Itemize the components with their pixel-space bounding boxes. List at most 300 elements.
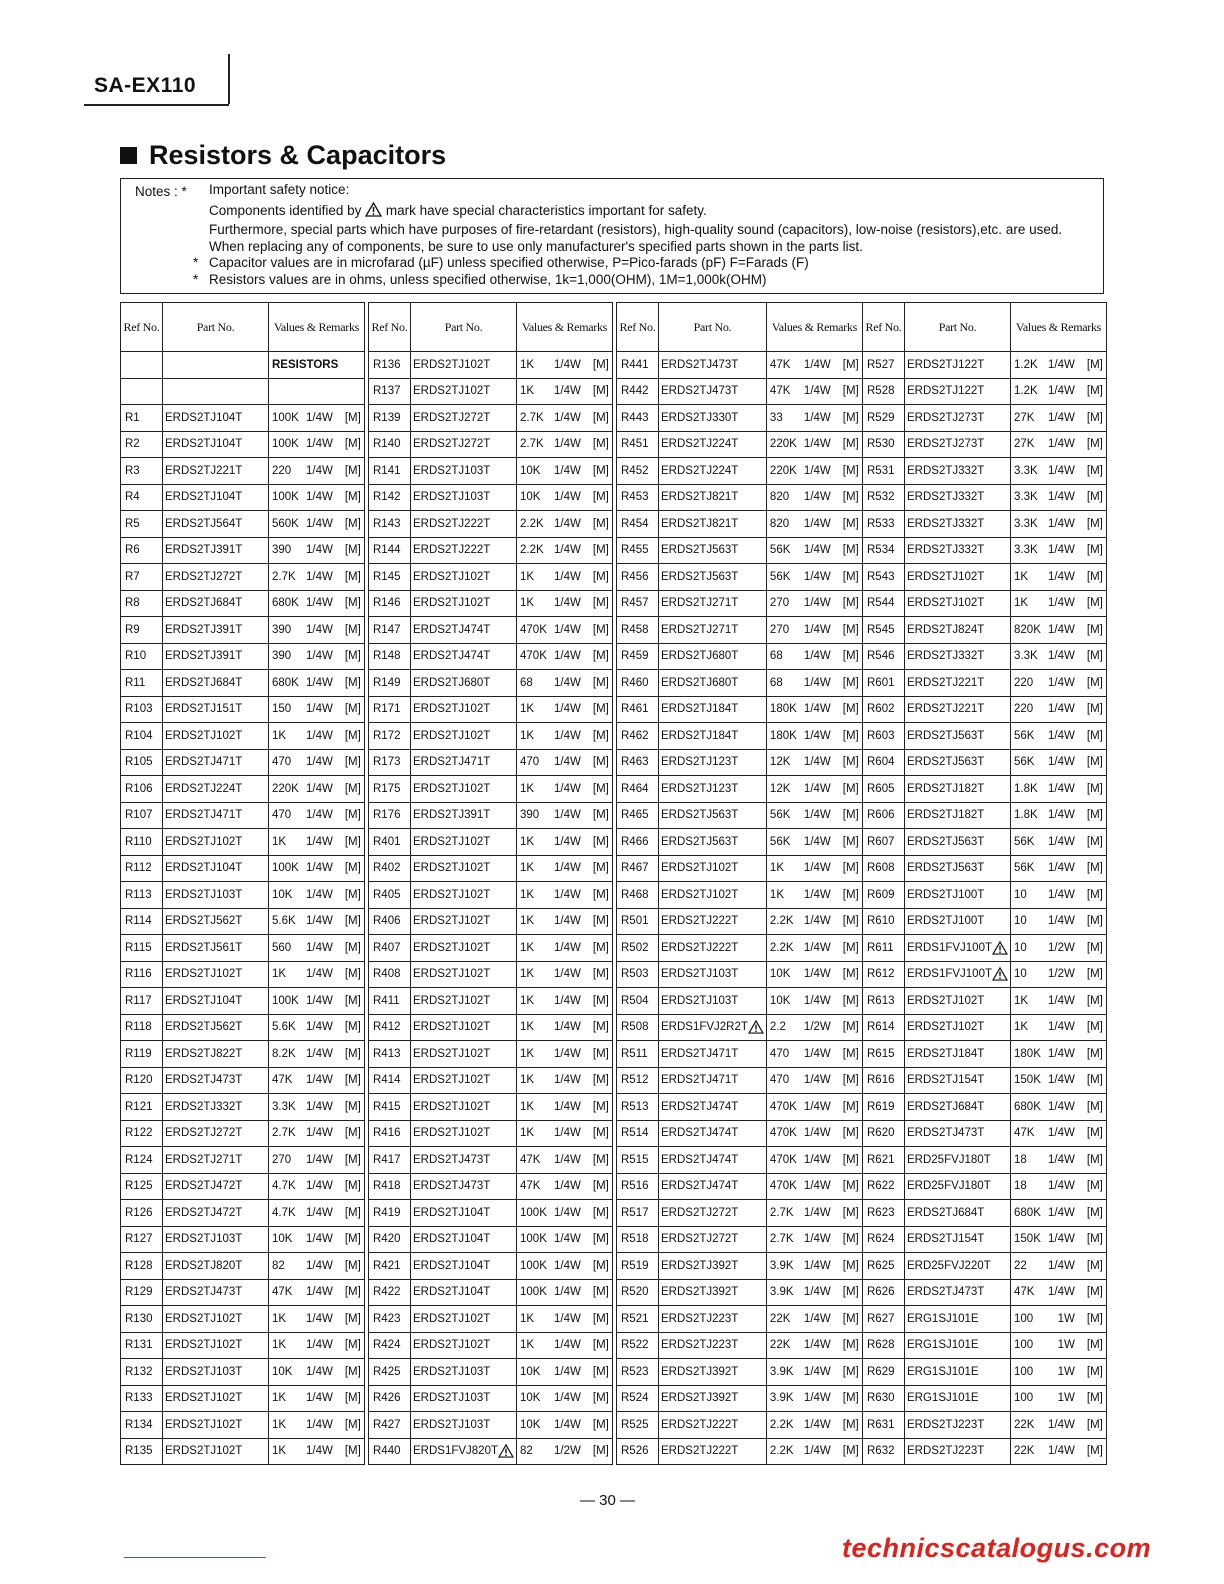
remark: [M] xyxy=(842,544,859,557)
values-remarks xyxy=(766,590,862,617)
value: 2.2K xyxy=(769,915,794,928)
wattage: 1/4W xyxy=(306,1233,333,1246)
wattage: 1/4W xyxy=(1048,1127,1075,1140)
table-row xyxy=(617,1041,863,1068)
table-row xyxy=(121,829,365,856)
remark: [M] xyxy=(592,1418,609,1431)
wattage: 1/4W xyxy=(554,1233,581,1246)
values-remarks xyxy=(766,431,862,458)
remark: [M] xyxy=(1086,888,1103,901)
part-no-text: ERD25FVJ180T xyxy=(907,1153,991,1166)
wattage: 1/4W xyxy=(306,623,333,636)
values-remarks xyxy=(1011,1332,1107,1359)
notes-star-2: * xyxy=(193,272,199,287)
remark: [M] xyxy=(592,1153,609,1166)
part-no xyxy=(411,1279,517,1306)
table-row xyxy=(369,1412,613,1439)
remark: [M] xyxy=(842,703,859,716)
values-remarks xyxy=(269,1306,365,1333)
ref-no: R132 xyxy=(121,1359,163,1386)
part-no-text: ERDS2TJ273T xyxy=(907,438,985,451)
remark: [M] xyxy=(1086,1392,1103,1405)
part-no xyxy=(411,749,517,776)
values-remarks xyxy=(766,643,862,670)
ref-no: R103 xyxy=(121,696,163,723)
ref-no: R136 xyxy=(369,352,411,379)
wattage: 1/4W xyxy=(554,809,581,822)
wattage: 1/4W xyxy=(803,1206,831,1219)
ref-no: R467 xyxy=(617,855,659,882)
remark: [M] xyxy=(1086,809,1103,822)
value: 470K xyxy=(520,650,547,663)
model-divider-vertical xyxy=(228,54,230,104)
table-row xyxy=(369,1438,613,1465)
remark: [M] xyxy=(842,1259,859,1272)
ref-no: R630 xyxy=(863,1385,905,1412)
value: 1K xyxy=(520,1074,535,1087)
remark: [M] xyxy=(1086,1127,1103,1140)
wattage: 1/4W xyxy=(1048,491,1075,504)
part-no-text: ERDS2TJ104T xyxy=(165,994,243,1007)
table-row xyxy=(369,352,613,379)
values-remarks xyxy=(517,1120,613,1147)
remark: [M] xyxy=(592,570,609,583)
part-no-text: ERDS2TJ332T xyxy=(907,544,985,557)
value: 10K xyxy=(520,491,541,504)
remark: [M] xyxy=(842,915,859,928)
value: 1K xyxy=(520,385,535,398)
ref-no: R623 xyxy=(863,1200,905,1227)
table-row xyxy=(617,484,863,511)
remark: [M] xyxy=(842,994,859,1007)
remark: [M] xyxy=(842,729,859,742)
part-no-text: ERDS2TJ102T xyxy=(413,570,491,583)
remark: [M] xyxy=(592,756,609,769)
part-no xyxy=(163,1412,269,1439)
wattage: 1/4W xyxy=(306,1286,333,1299)
part-no xyxy=(163,776,269,803)
part-no-text: ERDS2TJ473T xyxy=(907,1127,985,1140)
values-remarks xyxy=(1011,1306,1107,1333)
footer-line xyxy=(124,1557,266,1558)
remark: [M] xyxy=(344,994,361,1007)
values-remarks xyxy=(766,723,862,750)
table-row xyxy=(121,1253,365,1280)
part-no xyxy=(163,855,269,882)
ref-no: R130 xyxy=(121,1306,163,1333)
remark: [M] xyxy=(592,1445,609,1458)
remark: [M] xyxy=(1086,941,1103,954)
wattage: 1/4W xyxy=(1048,809,1075,822)
ref-no: R176 xyxy=(369,802,411,829)
table-row xyxy=(617,378,863,405)
ref-no: R406 xyxy=(369,908,411,935)
part-no-text: ERDS2TJ103T xyxy=(413,1418,491,1431)
wattage: 1/4W xyxy=(306,1180,333,1193)
part-no xyxy=(659,1385,767,1412)
part-no-text: ERDS2TJ104T xyxy=(165,438,243,451)
table-row xyxy=(863,1438,1107,1465)
part-no-text: ERDS2TJ563T xyxy=(907,756,985,769)
remark: [M] xyxy=(592,491,609,504)
part-no-text: ERDS2TJ473T xyxy=(165,1286,243,1299)
part-no-text: ERDS2TJ102T xyxy=(165,835,243,848)
part-no xyxy=(163,511,269,538)
remark: [M] xyxy=(344,1206,361,1219)
table-row xyxy=(863,882,1107,909)
table-row xyxy=(369,1041,613,1068)
remark: [M] xyxy=(1086,1074,1103,1087)
table-row xyxy=(617,1200,863,1227)
value: 47K xyxy=(272,1286,293,1299)
notes-box xyxy=(120,178,1104,294)
part-no-text: ERDS2TJ684T xyxy=(907,1100,985,1113)
remark: [M] xyxy=(344,544,361,557)
value: 47K xyxy=(769,358,791,371)
part-no-text: ERDS2TJ563T xyxy=(661,570,739,583)
part-no-text: ERDS2TJ391T xyxy=(165,544,243,557)
part-no-text: ERDS2TJ103T xyxy=(661,994,739,1007)
remark: [M] xyxy=(344,1418,361,1431)
part-no xyxy=(411,1385,517,1412)
value: 10K xyxy=(769,994,791,1007)
part-no xyxy=(163,1226,269,1253)
value: 47K xyxy=(272,1074,293,1087)
part-no-text: ERDS2TJ272T xyxy=(165,1127,243,1140)
value: 100K xyxy=(272,862,299,875)
remark: [M] xyxy=(344,491,361,504)
value: 2.7K xyxy=(272,1127,296,1140)
table-row xyxy=(369,882,613,909)
remark: [M] xyxy=(344,782,361,795)
wattage: 1/4W xyxy=(1048,544,1075,557)
values-remarks xyxy=(766,1200,862,1227)
part-no-text: ERDS2TJ474T xyxy=(661,1153,739,1166)
values-remarks xyxy=(517,908,613,935)
wattage: 1/4W xyxy=(1048,438,1075,451)
table-row xyxy=(863,564,1107,591)
values-remarks xyxy=(766,882,862,909)
wattage: 1/4W xyxy=(306,1365,333,1378)
remark: [M] xyxy=(1086,411,1103,424)
part-no-text: ERDS2TJ102T xyxy=(907,597,985,610)
wattage: 1/4W xyxy=(1048,862,1075,875)
remark: [M] xyxy=(592,517,609,530)
ref-no: R451 xyxy=(617,431,659,458)
table-row xyxy=(617,643,863,670)
part-no xyxy=(163,352,269,379)
table-row xyxy=(369,961,613,988)
table-row xyxy=(369,696,613,723)
ref-no: R604 xyxy=(863,749,905,776)
remark: [M] xyxy=(344,597,361,610)
wattage: 1/4W xyxy=(306,544,333,557)
part-no xyxy=(163,1173,269,1200)
remark: [M] xyxy=(842,1180,859,1193)
remark: [M] xyxy=(592,994,609,1007)
ref-no: R502 xyxy=(617,935,659,962)
part-no xyxy=(905,484,1011,511)
value: 180K xyxy=(769,729,797,742)
wattage: 1/4W xyxy=(803,1392,831,1405)
values-remarks xyxy=(766,1438,862,1465)
values-remarks xyxy=(269,1120,365,1147)
wattage: 1/4W xyxy=(306,411,333,424)
part-no xyxy=(163,1041,269,1068)
part-no xyxy=(905,1120,1011,1147)
values-remarks xyxy=(766,1306,862,1333)
value: 1K xyxy=(520,1127,535,1140)
part-no xyxy=(659,670,767,697)
part-no-text: ERDS2TJ472T xyxy=(165,1180,243,1193)
values-remarks xyxy=(1011,961,1107,988)
part-no xyxy=(905,1094,1011,1121)
values-remarks xyxy=(1011,1412,1107,1439)
part-no-text: ERDS2TJ474T xyxy=(661,1180,739,1193)
ref-no: R411 xyxy=(369,988,411,1015)
part-no xyxy=(659,1359,767,1386)
ref-no: R526 xyxy=(617,1438,659,1465)
values-remarks xyxy=(766,1253,862,1280)
wattage: 1/4W xyxy=(554,1021,581,1034)
value: 4.7K xyxy=(272,1180,296,1193)
wattage: 1/4W xyxy=(306,835,333,848)
remark: [M] xyxy=(1086,623,1103,636)
wattage: 1/4W xyxy=(803,1259,831,1272)
ref-no: R628 xyxy=(863,1332,905,1359)
values-remarks xyxy=(269,378,365,405)
part-no-text: ERDS2TJ102T xyxy=(413,994,491,1007)
values-remarks xyxy=(766,855,862,882)
table-row xyxy=(121,643,365,670)
ref-no: R629 xyxy=(863,1359,905,1386)
part-no-text: ERDS2TJ100T xyxy=(907,888,985,901)
wattage: 1/4W xyxy=(306,1153,333,1166)
part-no-text: ERDS2TJ562T xyxy=(165,915,243,928)
table-row xyxy=(369,776,613,803)
value: 680K xyxy=(272,676,299,689)
remark: [M] xyxy=(344,888,361,901)
table-row xyxy=(863,1173,1107,1200)
part-no xyxy=(163,882,269,909)
values-remarks xyxy=(269,643,365,670)
table-row xyxy=(369,484,613,511)
part-no xyxy=(659,855,767,882)
table-row xyxy=(121,1279,365,1306)
values-remarks xyxy=(766,1041,862,1068)
notes-line-2 xyxy=(209,202,707,218)
ref-no: R457 xyxy=(617,590,659,617)
remark: [M] xyxy=(592,782,609,795)
table-row xyxy=(617,723,863,750)
values-remarks xyxy=(1011,749,1107,776)
remark: [M] xyxy=(592,809,609,822)
table-row xyxy=(863,829,1107,856)
remark: [M] xyxy=(1086,1233,1103,1246)
wattage: 1/4W xyxy=(554,862,581,875)
table-row xyxy=(121,1120,365,1147)
values-remarks xyxy=(1011,484,1107,511)
part-no-text: ERDS2TJ821T xyxy=(661,491,739,504)
part-no-text: ERDS2TJ391T xyxy=(165,650,243,663)
remark: [M] xyxy=(344,1021,361,1034)
value: 10K xyxy=(520,464,541,477)
ref-no: R420 xyxy=(369,1226,411,1253)
wattage: 1/4W xyxy=(803,1365,831,1378)
value: 2.2 xyxy=(769,1021,786,1034)
wattage: 1/4W xyxy=(1048,358,1075,371)
wattage: 1/4W xyxy=(803,1312,831,1325)
value: 10 xyxy=(1014,915,1027,928)
part-no-text: ERDS2TJ564T xyxy=(165,517,243,530)
value: 100K xyxy=(272,438,299,451)
value: 1K xyxy=(520,1100,535,1113)
remark: [M] xyxy=(592,464,609,477)
part-no xyxy=(905,1306,1011,1333)
part-no-text: ERDS2TJ102T xyxy=(413,915,491,928)
value: 390 xyxy=(272,623,292,636)
part-no-text: ERDS2TJ221T xyxy=(907,676,985,689)
part-no-text: ERDS2TJ104T xyxy=(165,862,243,875)
ref-no: R126 xyxy=(121,1200,163,1227)
value: 10K xyxy=(272,1233,293,1246)
value: 3.9K xyxy=(769,1259,794,1272)
wattage: 1/4W xyxy=(554,517,581,530)
part-no-text: ERG1SJ101E xyxy=(907,1365,979,1378)
part-no-text: ERG1SJ101E xyxy=(907,1339,979,1352)
wattage: 1/4W xyxy=(1048,756,1075,769)
value: 680K xyxy=(272,597,299,610)
wattage: 1/4W xyxy=(554,1180,581,1193)
value: 2.7K xyxy=(520,438,544,451)
value: 220 xyxy=(272,464,292,477)
values-remarks xyxy=(269,1041,365,1068)
table-row xyxy=(863,1200,1107,1227)
part-no-text: ERDS2TJ272T xyxy=(413,438,491,451)
part-no xyxy=(905,908,1011,935)
remark: [M] xyxy=(344,835,361,848)
part-no xyxy=(659,617,767,644)
values-remarks xyxy=(269,617,365,644)
value: 1.8K xyxy=(1014,782,1038,795)
remark: [M] xyxy=(1086,676,1103,689)
wattage: 1/4W xyxy=(554,888,581,901)
header-ref-no: Ref No. xyxy=(369,303,411,352)
ref-no: R422 xyxy=(369,1279,411,1306)
table-row xyxy=(369,855,613,882)
values-remarks xyxy=(766,776,862,803)
part-no xyxy=(659,961,767,988)
ref-no: R135 xyxy=(121,1438,163,1465)
values-remarks xyxy=(766,1014,862,1041)
part-no-text: ERDS2TJ332T xyxy=(165,1100,243,1113)
wattage: 1/4W xyxy=(554,835,581,848)
value: 27K xyxy=(1014,438,1035,451)
wattage: 1/4W xyxy=(554,1365,581,1378)
remark: [M] xyxy=(842,1312,859,1325)
part-no xyxy=(163,617,269,644)
part-no xyxy=(163,1438,269,1465)
ref-no: R415 xyxy=(369,1094,411,1121)
table-row xyxy=(617,1385,863,1412)
value: 10K xyxy=(520,1392,541,1405)
values-remarks xyxy=(1011,670,1107,697)
notes-line-2b: mark have special characteristics important for safety. xyxy=(385,203,707,218)
remark: [M] xyxy=(1086,703,1103,716)
wattage: 1/2W xyxy=(1048,941,1075,954)
table-row xyxy=(121,1147,365,1174)
remark: [M] xyxy=(592,915,609,928)
remark: [M] xyxy=(1086,650,1103,663)
table-row xyxy=(121,1306,365,1333)
wattage: 1/4W xyxy=(554,385,581,398)
part-no xyxy=(659,749,767,776)
wattage: 1/4W xyxy=(306,888,333,901)
wattage: 1/4W xyxy=(803,570,831,583)
table-row xyxy=(863,988,1107,1015)
part-no xyxy=(905,511,1011,538)
remark: [M] xyxy=(842,941,859,954)
wattage: 1/4W xyxy=(306,1074,333,1087)
part-no-text: ERDS2TJ332T xyxy=(907,491,985,504)
notes-line-5: Capacitor values are in microfarad (µF) unless specified otherwise, P=Pico-farads (pF) F=Farads (F) xyxy=(209,255,809,270)
part-no xyxy=(163,1120,269,1147)
table-row xyxy=(369,802,613,829)
wattage: 1/4W xyxy=(554,1100,581,1113)
ref-no: R602 xyxy=(863,696,905,723)
values-remarks xyxy=(517,802,613,829)
ref-no: R453 xyxy=(617,484,659,511)
remark: [M] xyxy=(344,1286,361,1299)
wattage: 1/4W xyxy=(306,1339,333,1352)
table-row xyxy=(369,511,613,538)
wattage: 1/4W xyxy=(803,1047,831,1060)
part-no xyxy=(163,1332,269,1359)
values-remarks xyxy=(517,1359,613,1386)
values-remarks xyxy=(269,431,365,458)
table-row xyxy=(369,1094,613,1121)
value: 10K xyxy=(769,968,791,981)
wattage: 1/4W xyxy=(306,756,333,769)
remark: [M] xyxy=(842,411,859,424)
ref-no: R107 xyxy=(121,802,163,829)
wattage: 1/4W xyxy=(803,888,831,901)
ref-no: R627 xyxy=(863,1306,905,1333)
ref-no: R609 xyxy=(863,882,905,909)
value: 2.2K xyxy=(769,941,794,954)
part-no-text: ERDS2TJ563T xyxy=(661,809,739,822)
ref-no: R544 xyxy=(863,590,905,617)
wattage: 1/4W xyxy=(803,623,831,636)
ref-no: R614 xyxy=(863,1014,905,1041)
values-remarks xyxy=(1011,643,1107,670)
table-row xyxy=(369,405,613,432)
remark: [M] xyxy=(1086,782,1103,795)
remark: [M] xyxy=(344,915,361,928)
part-no xyxy=(411,1200,517,1227)
value: 10 xyxy=(1014,888,1027,901)
wattage: 1/4W xyxy=(306,1259,333,1272)
remark: [M] xyxy=(1086,1021,1103,1034)
part-no-text: ERDS2TJ471T xyxy=(413,756,491,769)
part-no xyxy=(411,670,517,697)
values-remarks xyxy=(766,511,862,538)
part-no-text: ERDS2TJ471T xyxy=(661,1047,739,1060)
values-remarks xyxy=(1011,564,1107,591)
table-row xyxy=(369,1359,613,1386)
ref-no: R173 xyxy=(369,749,411,776)
part-no-text: ERDS2TJ102T xyxy=(413,358,491,371)
